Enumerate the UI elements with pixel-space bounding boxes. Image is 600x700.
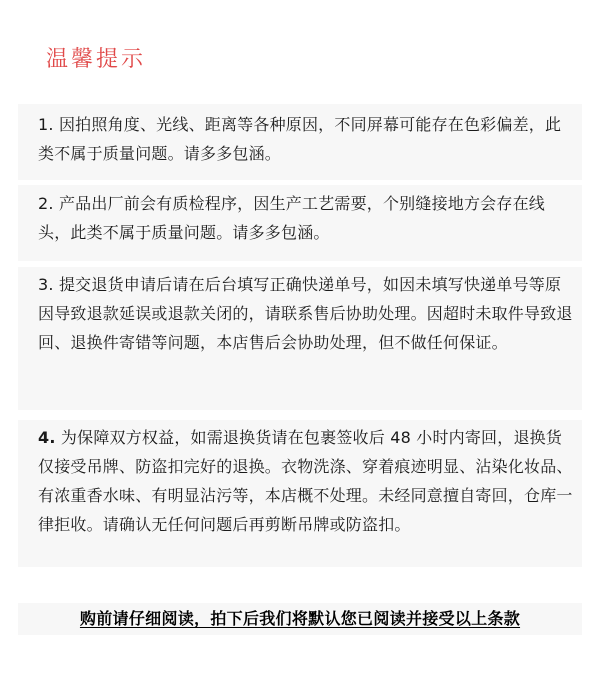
notice-text-4 [38,423,574,539]
page-title: 温馨提示 [46,47,147,72]
footer-notice: 购前请仔细阅读，拍下后我们将默认您已阅读并接受以上条款 [79,609,521,628]
notice-item-4 [18,420,582,567]
notice-body-4: 为保障双方权益，如需退换货请在包裹签收后 48 小时内寄回，退换货仅接受吊牌、防盗扣完好的退换。衣物洗涤、穿着痕迹明显、沾染化妆品、有浓重香水味、有明显沾污等，本店概不处理。未经同意擅自寄回，仓库一律拒收。请确认无任何问题后再剪断吊牌或防盗扣。 [38,428,573,534]
footer-block [18,603,582,635]
notice-item-3 [18,267,582,410]
notice-text-3 [38,270,574,357]
notice-body-3: 提交退货申请后请在后台填写正确快递单号，如因未填写快递单号等原因导致退款延误或退款关闭的，请联系售后协助处理。因超时未取件导致退回、退换件寄错等问题，本店售后会协助处理，但不做任何保证。 [38,275,573,352]
notice-body-2: 产品出厂前会有质检程序，因生产工艺需要，个别缝接地方会存在线头，此类不属于质量问题。请多多包涵。 [38,194,545,242]
notice-number-1: 1. [38,115,54,134]
notice-number-3: 3. [38,275,54,294]
notice-item-2 [18,185,582,261]
notice-number-4: 4. [38,428,56,447]
notice-body-1: 因拍照角度、光线、距离等各种原因，不同屏幕可能存在色彩偏差，此类不属于质量问题。请多多包涵。 [38,115,562,163]
notice-text-1 [38,110,574,168]
notice-number-2: 2. [38,194,54,213]
notice-item-1 [18,104,582,180]
notice-text-2 [38,189,574,247]
